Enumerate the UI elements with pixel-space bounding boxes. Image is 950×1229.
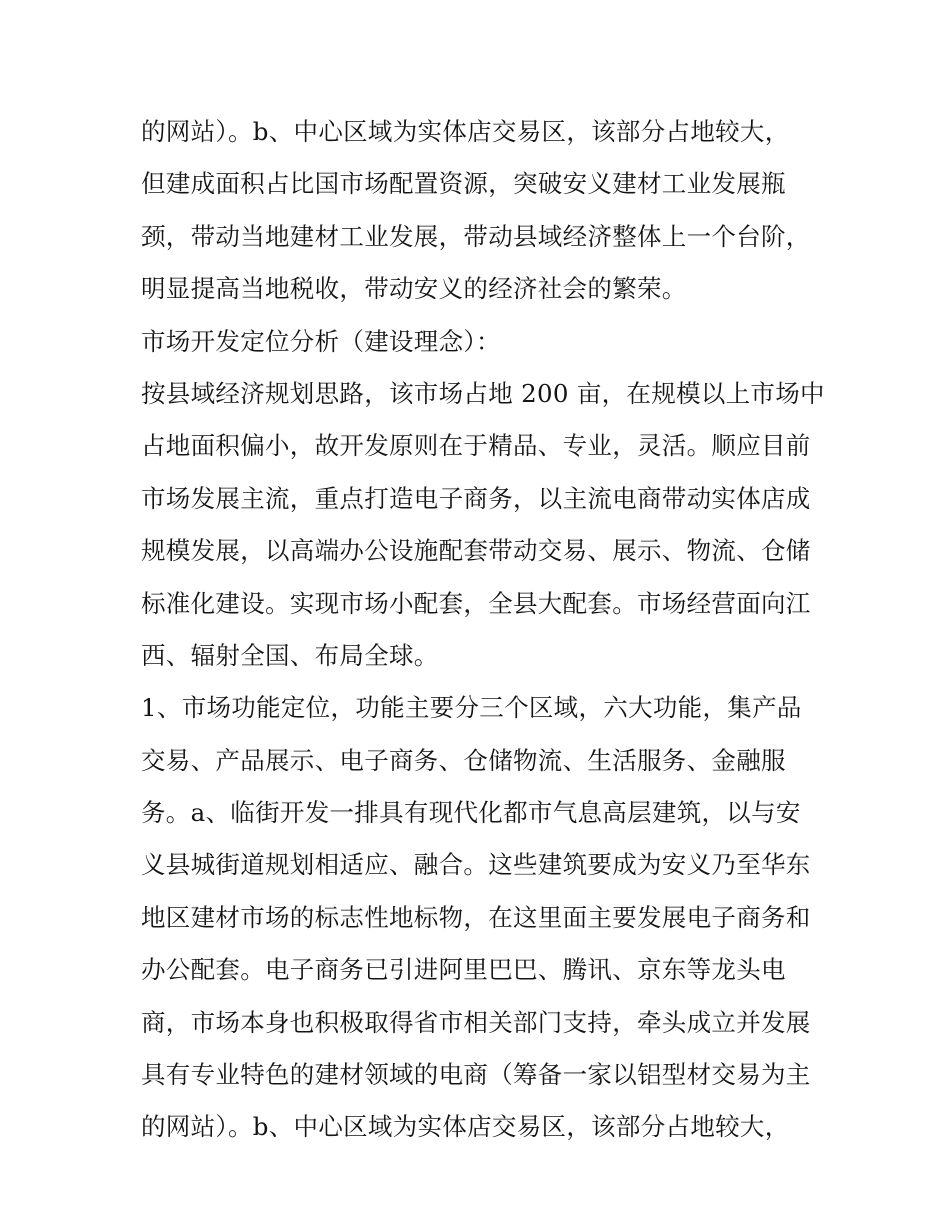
text-line: 的网站）。b、中心区域为实体店交易区，该部分占地较大， bbox=[141, 117, 790, 146]
text-line: 务。a、临街开发一排具有现代化都市气息高层建筑，以与安 bbox=[141, 798, 801, 828]
section-heading: 市场开发定位分析（建设理念）： bbox=[141, 326, 501, 356]
text-line: 1、市场功能定位，功能主要分三个区域，六大功能，集产品 bbox=[141, 693, 802, 723]
text-line: 的网站）。b、中心区域为实体店交易区，该部分占地较大， bbox=[141, 1112, 790, 1142]
text-line: 商，市场本身也积极取得省市相关部门支持，牵头成立并发展 bbox=[141, 1007, 811, 1037]
text-line: 明显提高当地税收，带动安义的经济社会的繁荣。 bbox=[141, 274, 687, 304]
text-line: 占地面积偏小，故开发原则在于精品、专业，灵活。顺应目前 bbox=[141, 431, 811, 461]
text-line: 西、辐射全国、布局全球。 bbox=[141, 640, 439, 670]
text-line: 地区建材市场的标志性地标物，在这里面主要发展电子商务和 bbox=[141, 902, 811, 932]
text-line: 办公配套。电子商务已引进阿里巴巴、腾讯、京东等龙头电 bbox=[141, 955, 786, 985]
text-line: 颈，带动当地建材工业发展，带动县域经济整体上一个台阶， bbox=[141, 221, 811, 251]
text-line: 具有专业特色的建材领域的电商（筹备一家以铝型材交易为主 bbox=[141, 1060, 811, 1090]
text-line: 标准化建设。实现市场小配套，全县大配套。市场经营面向江 bbox=[141, 588, 811, 618]
body-text bbox=[141, 106, 825, 1154]
text-line: 市场发展主流，重点打造电子商务，以主流电商带动实体店成 bbox=[141, 483, 811, 513]
text-line: 交易、产品展示、电子商务、仓储物流、生活服务、金融服 bbox=[141, 745, 786, 775]
text-line: 按县域经济规划思路，该市场占地 200 亩，在规模以上市场中 bbox=[141, 378, 825, 408]
text-line: 但建成面积占比国市场配置资源，突破安义建材工业发展瓶 bbox=[141, 169, 786, 199]
text-line: 义县城街道规划相适应、融合。这些建筑要成为安义乃至华东 bbox=[141, 850, 811, 880]
text-line: 规模发展，以高端办公设施配套带动交易、展示、物流、仓储 bbox=[141, 536, 811, 566]
